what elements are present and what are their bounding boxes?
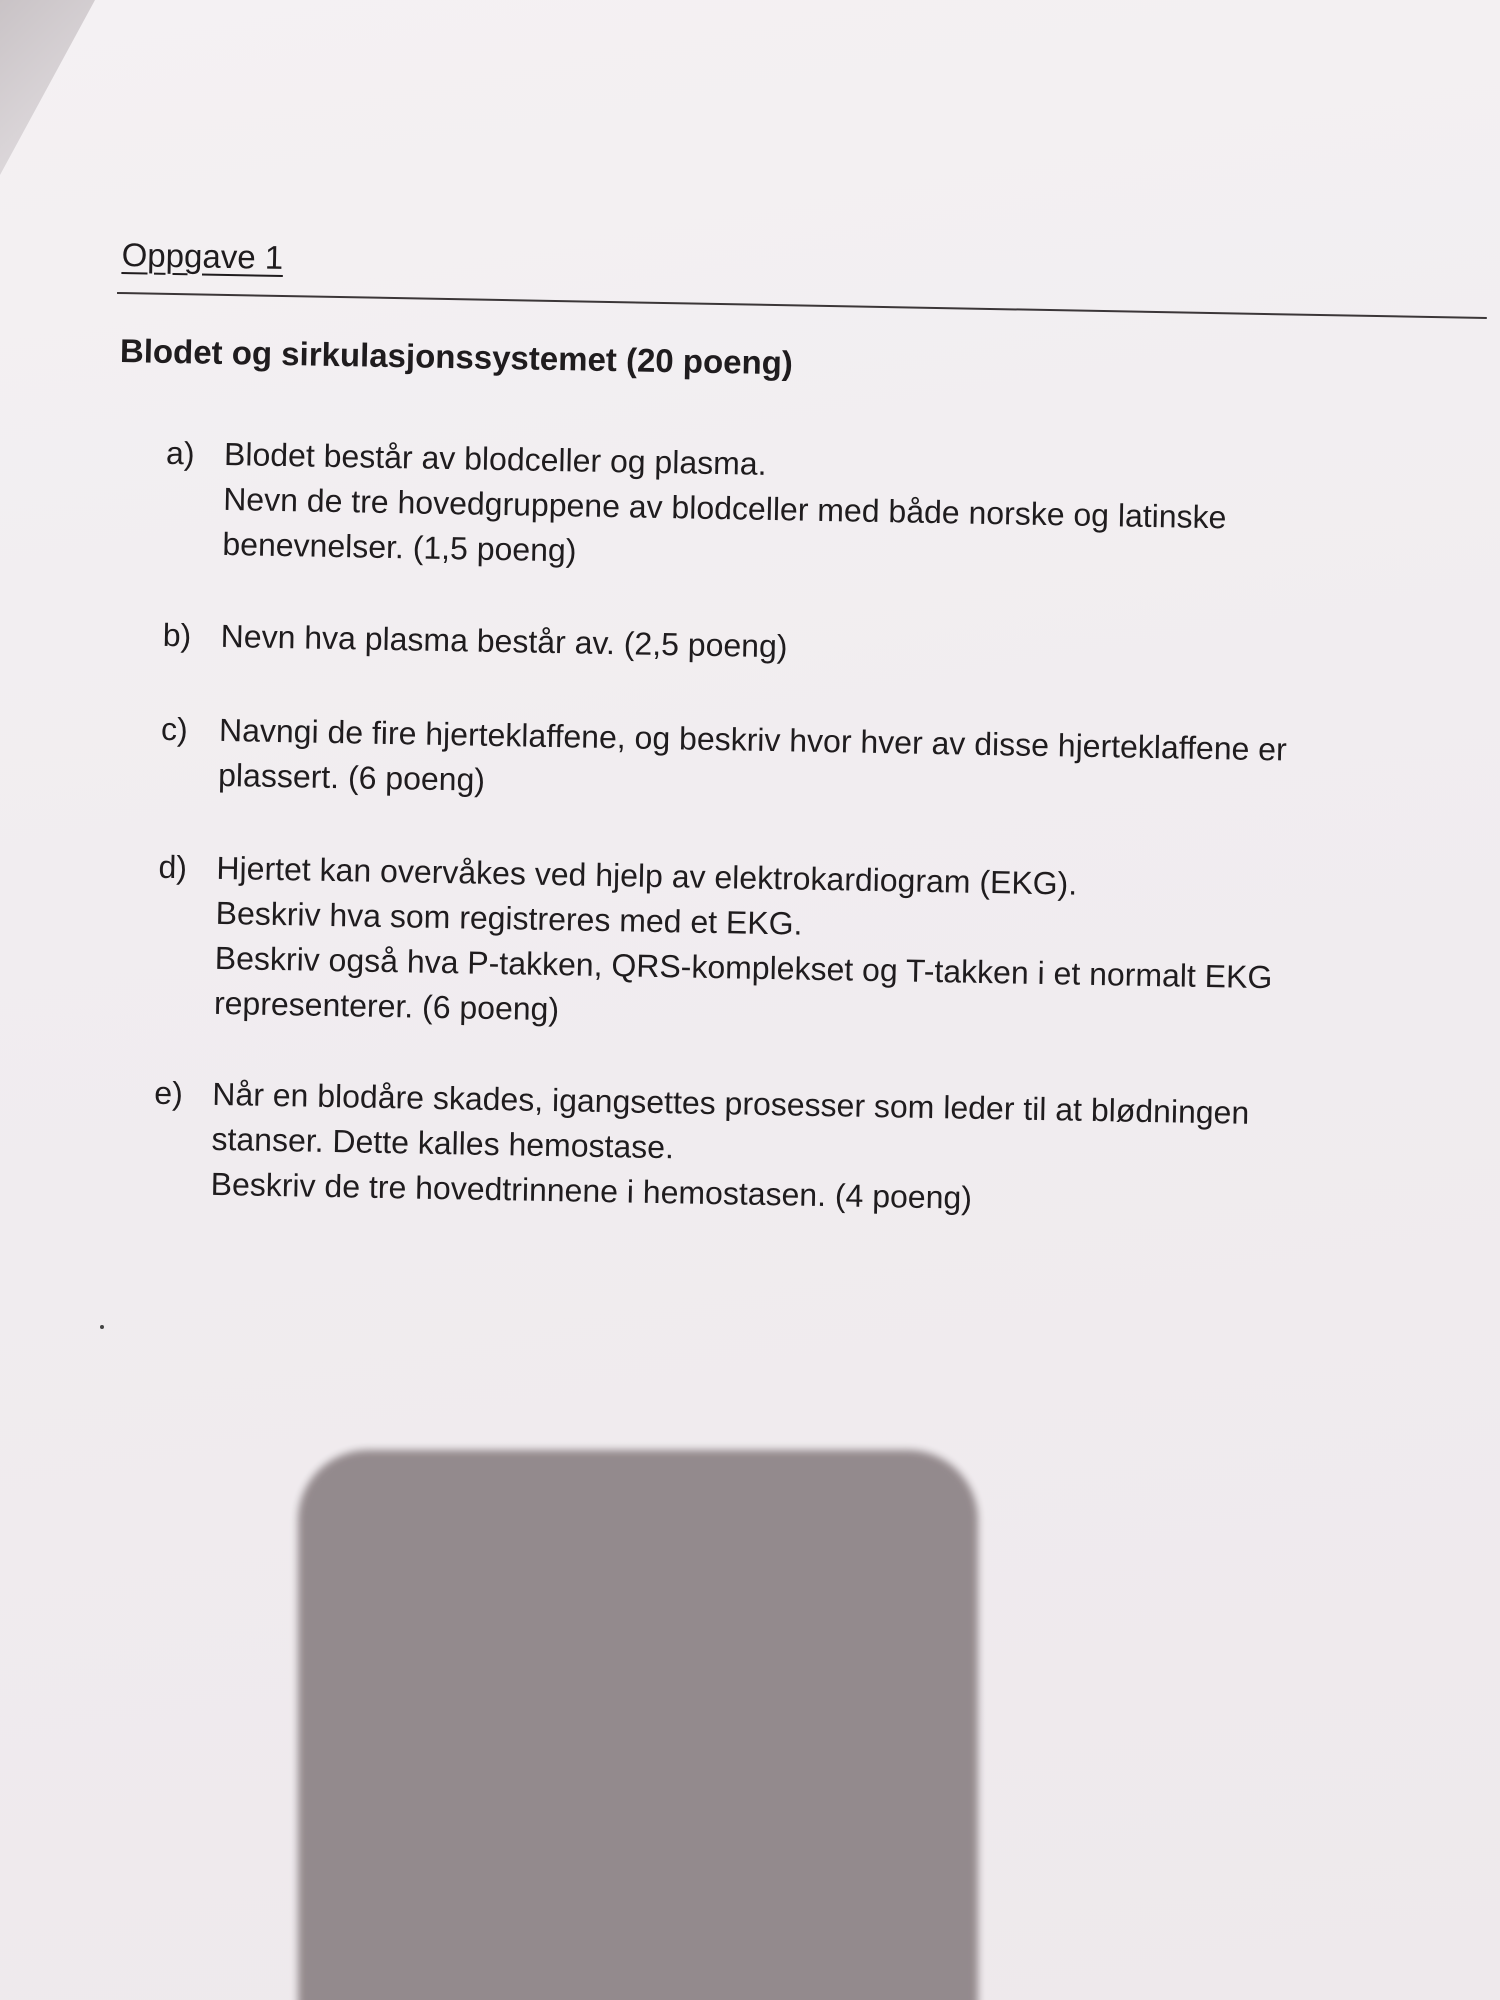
question-line: Nevn hva plasma består av. (2,5 poeng) [220, 617, 788, 665]
question-line: benevnelser. (1,5 poeng) [222, 525, 577, 569]
question-line: Beskriv hva som registreres med et EKG. [215, 894, 803, 942]
question-e [152, 1071, 1444, 1230]
section-title: Blodet og sirkulasjonssystemet (20 poeng) [119, 332, 794, 382]
horizontal-rule [117, 292, 1487, 319]
question-line: Beskriv også hva P-takken, QRS-komplekset og T-takken i et normalt EKG [214, 939, 1273, 996]
question-line: plassert. (6 poeng) [217, 756, 486, 798]
question-line: stanser. Dette kalles hemostase. [211, 1120, 675, 1166]
question-b [162, 613, 1453, 682]
question-letter: c) [160, 710, 189, 748]
question-letter: a) [165, 434, 195, 472]
question-letter: d) [158, 848, 188, 886]
question-line: Beskriv de tre hovedtrinnene i hemostasen. (4 poeng) [210, 1165, 973, 1216]
phone-shadow [298, 1450, 978, 2000]
question-c [160, 707, 1451, 821]
paper-speck [100, 1325, 104, 1329]
question-a [164, 431, 1456, 590]
question-line: Blodet består av blodceller og plasma. [223, 435, 767, 482]
question-line: Hjertet kan overvåkes ved hjelp av elektrokardiogram (EKG). [216, 849, 1078, 902]
question-letter: b) [162, 616, 192, 654]
task-label: Oppgave 1 [121, 236, 284, 276]
question-line: Nevn de tre hovedgruppene av blodceller med både norske og latinske [222, 480, 1227, 536]
question-line: Navngi de fire hjerteklaffene, og beskriv hvor hver av disse hjerteklaffene er [218, 711, 1288, 768]
question-d [156, 845, 1449, 1049]
question-letter: e) [154, 1074, 184, 1112]
question-line: representerer. (6 poeng) [213, 984, 560, 1028]
question-line: Når en blodåre skades, igangsettes prosesser som leder til at blødningen [212, 1075, 1250, 1131]
